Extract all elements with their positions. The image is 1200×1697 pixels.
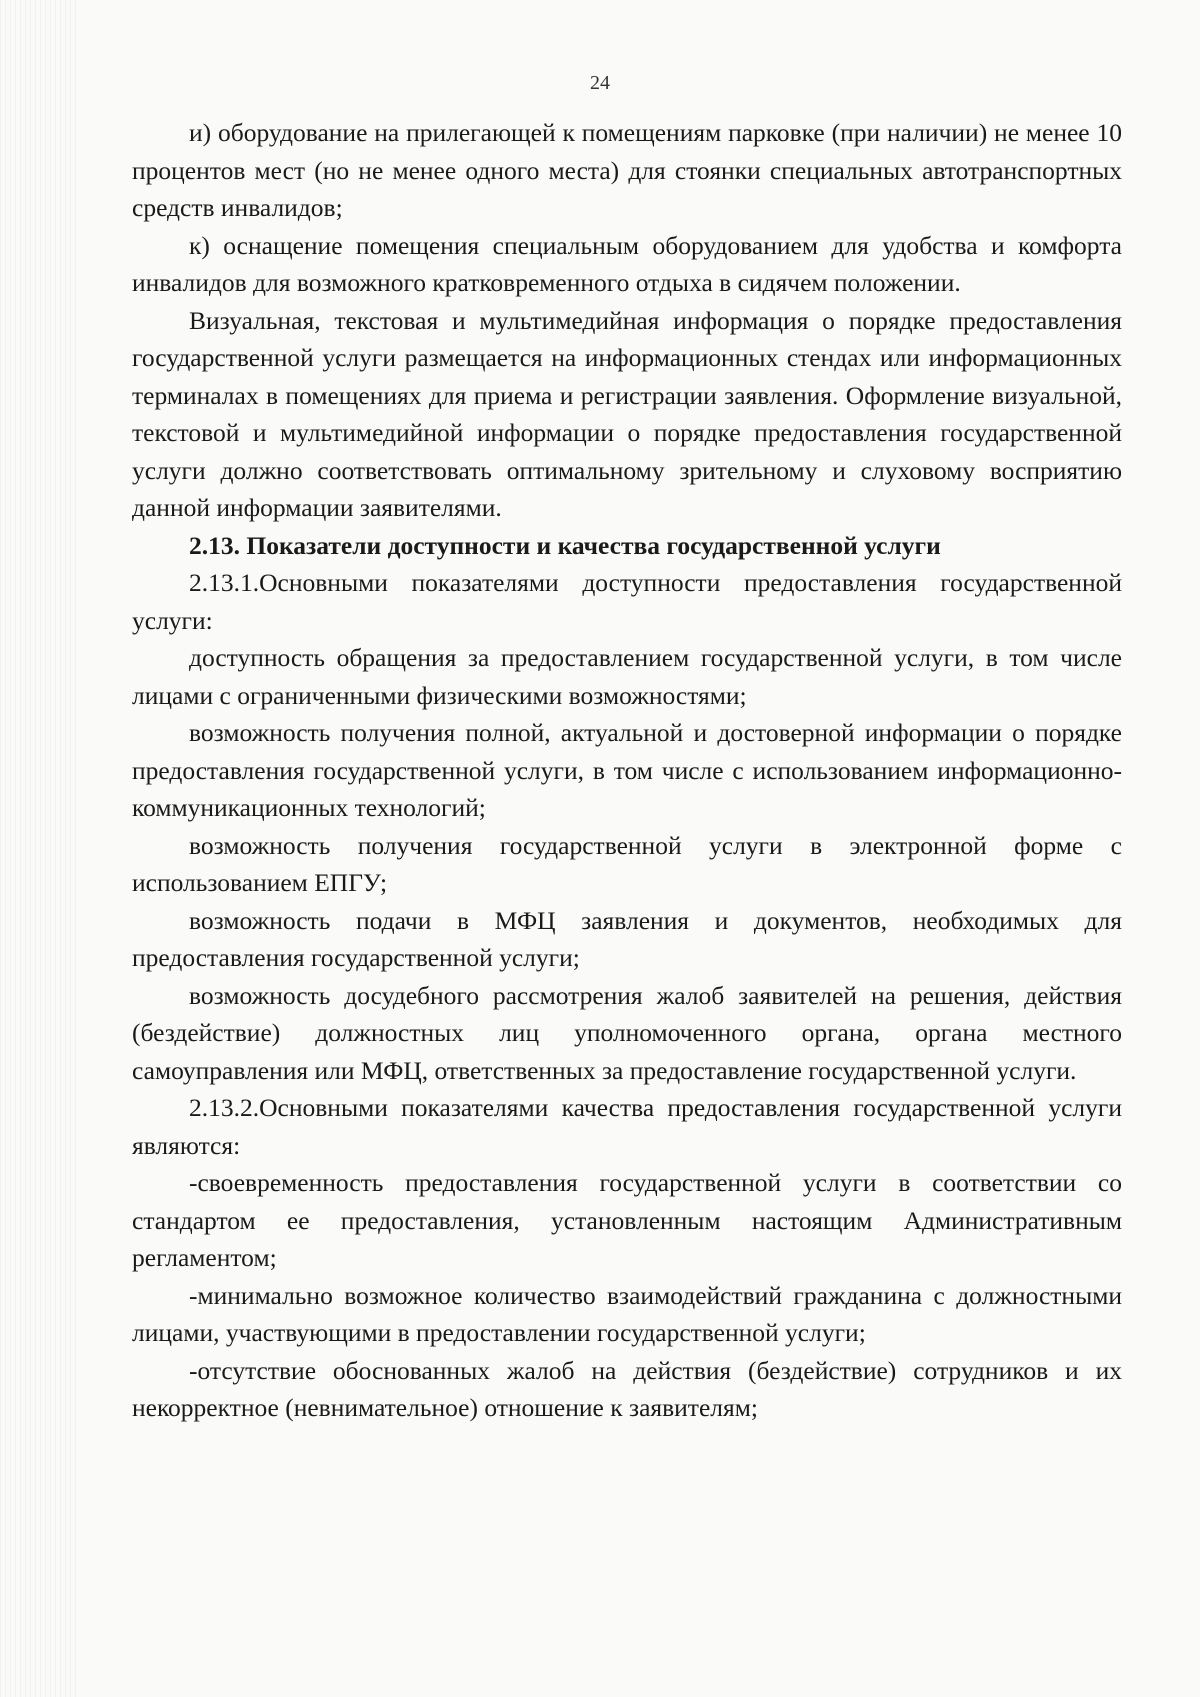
paragraph-item-i: и) оборудование на прилегающей к помещениям парковке (при наличии) не менее 10 процентов мест (но не менее одного места) для стоянки специальных автотранспортных средств инвалидов; xyxy=(132,118,1122,222)
paragraph-electronic-form: возможность получения государственной услуги в электронной форме с использованием ЕПГУ; xyxy=(132,830,1122,897)
scan-margin-artifact xyxy=(0,0,80,1697)
paragraph-2-13-1: 2.13.1.Основными показателями доступности предоставления государственной услуги: xyxy=(132,568,1122,635)
paragraph-pretrial-complaints: возможность досудебного рассмотрения жалоб заявителей на решения, действия (бездействие) должностных лиц уполномоченного органа, органа местного самоуправления или МФЦ, ответственных за предоставление государственной услуги. xyxy=(132,980,1122,1085)
paragraph-mfc-submission: возможность подачи в МФЦ заявления и документов, необходимых для предоставления государственной услуги; xyxy=(132,905,1122,972)
paragraph-item-k: к) оснащение помещения специальным оборудованием для удобства и комфорта инвалидов для возможного кратковременного отдыха в сидячем положении. xyxy=(132,230,1122,297)
paragraph-visual-info: Визуальная, текстовая и мультимедийная информация о порядке предоставления государственной услуги размещается на информационных стендах или информационных терминалах в помещениях для приема и регистрации заявления. Оформление визуальной, текстовой и мультимедийной информации о порядке предоставления государственной услуги должно соответствовать оптимальному зрительному и слуховому восприятию данной информации заявителями. xyxy=(132,305,1122,522)
page-number: 24 xyxy=(590,72,610,94)
paragraph-timeliness: -своевременность предоставления государственной услуги в соответствии со стандартом ее предоставления, установленным настоящим Административным регламентом; xyxy=(132,1168,1122,1272)
paragraph-no-complaints: -отсутствие обоснованных жалоб на действия (бездействие) сотрудников и их некорректное (невнимательное) отношение к заявителям; xyxy=(132,1355,1122,1422)
paragraph-info-access: возможность получения полной, актуальной и достоверной информации о порядке предоставления государственной услуги, в том числе с использованием информационно-коммуникационных технологий; xyxy=(132,718,1122,822)
section-heading: 2.13. Показатели доступности и качества государственной услуги xyxy=(189,530,941,560)
paragraph-accessibility: доступность обращения за предоставлением государственной услуги, в том числе лицами с ограниченными физическими возможностями; xyxy=(132,643,1122,710)
paragraph-minimal-interactions: -минимально возможное количество взаимодействий гражданина с должностными лицами, участвующими в предоставлении государственной услуги; xyxy=(132,1280,1122,1347)
paragraph-2-13-2: 2.13.2.Основными показателями качества предоставления государственной услуги являются: xyxy=(132,1093,1122,1160)
document-body xyxy=(132,114,1122,1427)
